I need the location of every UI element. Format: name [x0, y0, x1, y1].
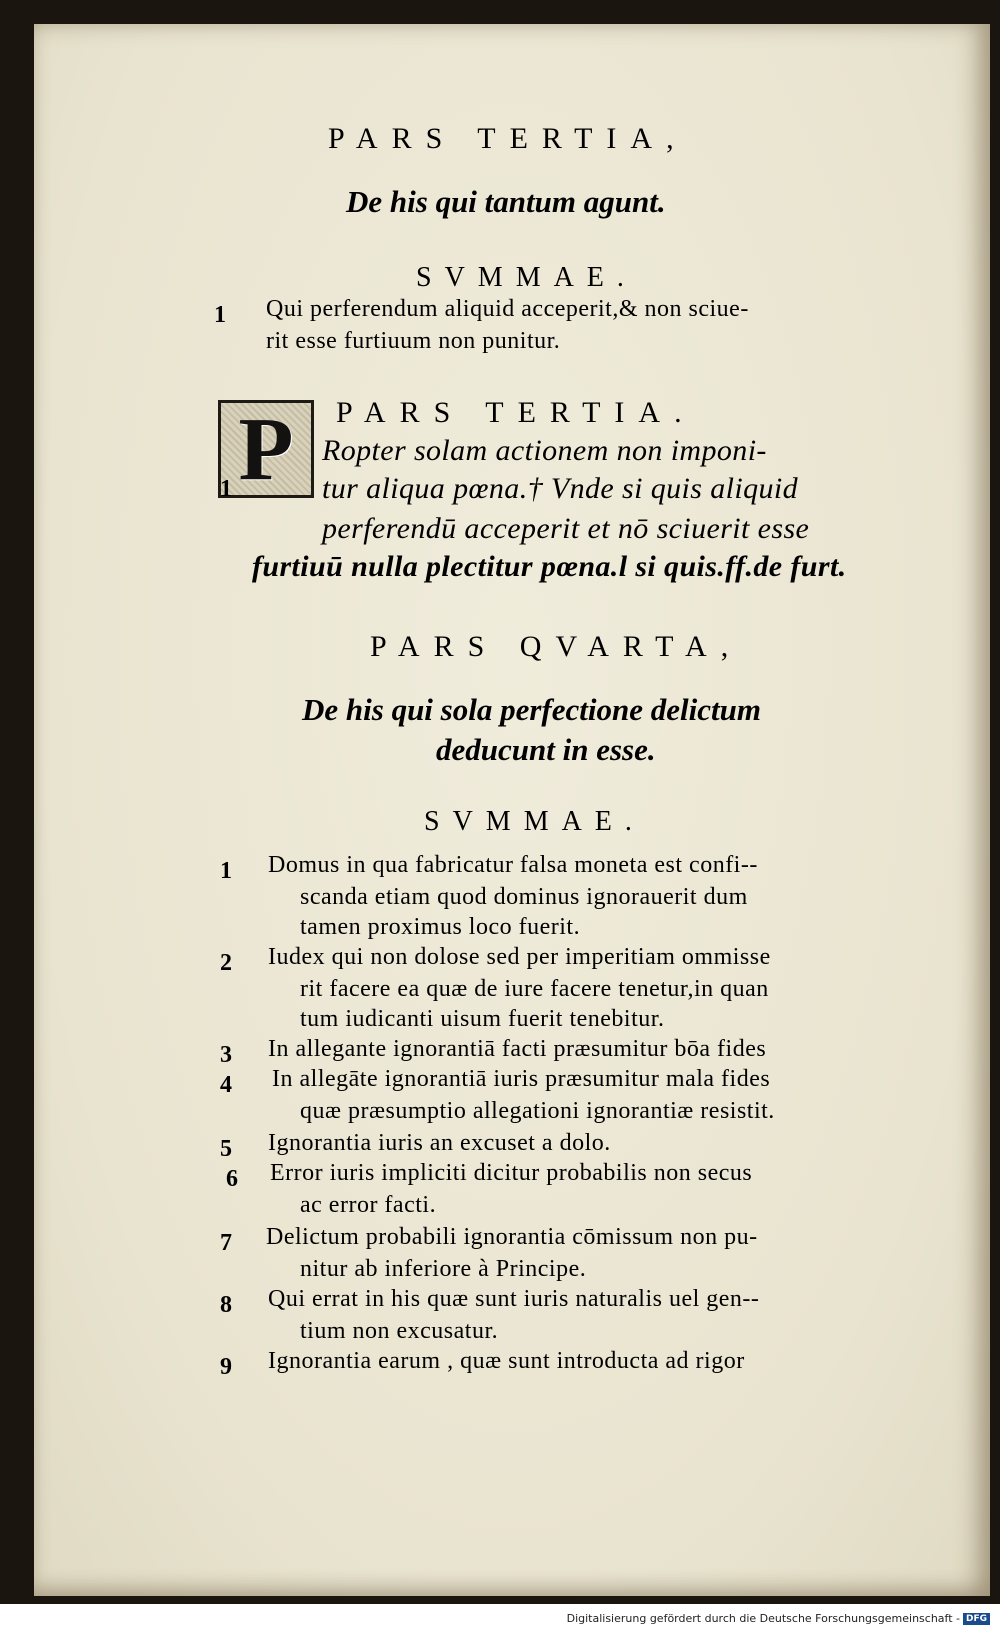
summary-number: 7	[220, 1230, 232, 1256]
paragraph-number: 1	[220, 476, 232, 502]
summary-line: Iudex qui non dolose sed per imperitiam ommisse	[268, 944, 771, 970]
summary-number: 3	[220, 1042, 232, 1068]
section-heading-pars-tertia-body: PARS TERTIA.	[336, 396, 696, 429]
summary-line: Qui perferendum aliquid acceperit,& non sciue-	[266, 296, 749, 322]
summary-number: 4	[220, 1072, 232, 1098]
body-line: tur aliqua pœna.† Vnde si quis aliquid	[322, 472, 799, 505]
summary-line: Qui errat in his quæ sunt iuris naturalis uel gen--	[268, 1286, 760, 1312]
section-subtitle: De his qui sola perfectione delictum	[302, 692, 761, 727]
summary-number: 1	[220, 858, 232, 884]
summary-line: Ignorantia earum , quæ sunt introducta ad rigor	[268, 1348, 745, 1374]
summary-number: 6	[226, 1166, 238, 1192]
summary-number: 9	[220, 1354, 232, 1380]
footer-credit-text: Digitalisierung gefördert durch die Deutsche Forschungsgemeinschaft -	[566, 1612, 960, 1625]
summary-line: ac error facti.	[300, 1192, 437, 1218]
summary-line: rit esse furtiuum non punitur.	[266, 328, 561, 354]
summary-line: Ignorantia iuris an excuset a dolo.	[268, 1130, 611, 1156]
section-subtitle: deducunt in esse.	[436, 732, 656, 767]
summary-line: quæ præsumptio allegationi ignorantiæ resistit.	[300, 1098, 775, 1124]
summary-line: rit facere ea quæ de iure facere tenetur,in quan	[300, 976, 769, 1002]
section-heading-pars-tertia: PARS TERTIA,	[328, 122, 688, 155]
decorated-initial-letter: P	[238, 399, 294, 499]
dfg-logo: DFG	[963, 1613, 990, 1625]
summary-line: tum iudicanti uisum fuerit tenebitur.	[300, 1006, 665, 1032]
summary-number: 5	[220, 1136, 232, 1162]
body-line: Ropter solam actionem non imponi-	[322, 434, 767, 467]
summary-line: tium non excusatur.	[300, 1318, 499, 1344]
summae-heading: SVMMAE.	[416, 262, 637, 293]
body-line: furtiuū nulla plectitur pœna.l si quis.ff.de furt.	[252, 550, 847, 583]
body-line: perferendū acceperit et nō sciuerit esse	[322, 512, 810, 545]
summary-number: 1	[214, 302, 226, 328]
summary-line: Domus in qua fabricatur falsa moneta est confi--	[268, 852, 758, 878]
summary-line: nitur ab inferiore à Principe.	[300, 1256, 587, 1282]
summary-line: In allegāte ignorantiā iuris præsumitur mala fides	[272, 1066, 771, 1092]
summary-line: tamen proximus loco fuerit.	[300, 914, 581, 940]
summary-number: 2	[220, 950, 232, 976]
summary-number: 8	[220, 1292, 232, 1318]
summary-line: Delictum probabili ignorantia cōmissum non pu-	[266, 1224, 758, 1250]
summary-line: Error iuris impliciti dicitur probabilis non secus	[270, 1160, 753, 1186]
footer-credit	[567, 1612, 990, 1625]
summary-line: In allegante ignorantiā facti præsumitur bōa fides	[268, 1036, 767, 1062]
summary-line: scanda etiam quod dominus ignorauerit dum	[300, 884, 748, 910]
section-subtitle: De his qui tantum agunt.	[346, 184, 666, 219]
summae-heading: SVMMAE.	[424, 806, 645, 837]
section-heading-pars-quarta: PARS QVARTA,	[370, 630, 743, 663]
